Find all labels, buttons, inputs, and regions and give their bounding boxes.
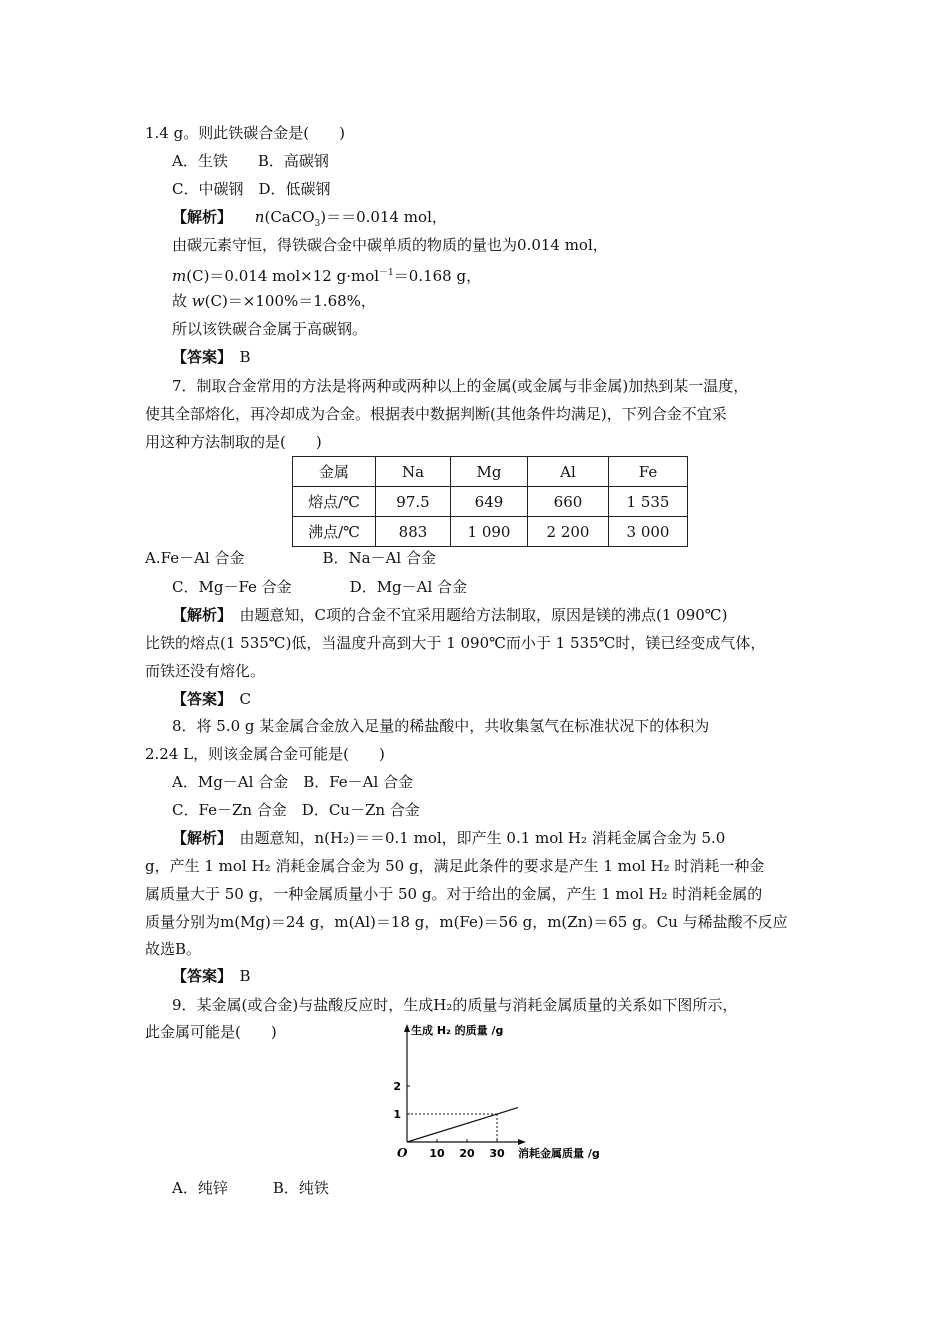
- analysis-line: g，产生 1 mol H₂ 消耗金属合金为 50 g，满足此条件的要求是产生 1 mol H₂ 时消耗一种金: [145, 857, 765, 875]
- hydrogen-mass-chart: [380, 1020, 610, 1166]
- answer-value: B: [224, 348, 251, 366]
- answer-line: [172, 347, 251, 367]
- question-7-line: 使其全部熔化，再冷却成为合金。根据表中数据判断(其他条件均满足)，下列合金不宜采: [145, 405, 727, 423]
- text-line: 所以该铁碳合金属于高碳钢。: [172, 320, 368, 338]
- table-cell: Al: [528, 457, 609, 487]
- option-line: A．生铁 B．高碳钢: [172, 152, 329, 170]
- formula-part: )＝＝0.014 mol，: [320, 208, 447, 226]
- x-tick-label: 10: [429, 1147, 445, 1160]
- option-line: A．Mg－Al 合金 B．Fe－Al 合金: [172, 773, 414, 791]
- analysis-line: 属质量大于 50 g，一种金属质量小于 50 g。对于给出的金属，产生 1 mol H₂ 时消耗金属的: [145, 885, 763, 903]
- text-line: [172, 291, 376, 311]
- analysis-line: 质量分别为m(Mg)＝24 g，m(Al)＝18 g，m(Fe)＝56 g，m(Zn)＝65 g。Cu 与稀盐酸不反应: [145, 913, 788, 931]
- option-line: [172, 577, 467, 597]
- option-a: A.Fe－Al 合金: [145, 549, 245, 567]
- table-cell: 2 200: [528, 517, 609, 547]
- var-n: n: [254, 208, 265, 226]
- metal-data-table: [292, 456, 688, 547]
- origin-label: O: [397, 1146, 408, 1160]
- x-axis-arrow: [518, 1139, 526, 1145]
- table-cell: 660: [528, 487, 609, 517]
- data-line: [407, 1108, 518, 1142]
- table-cell: Fe: [609, 457, 688, 487]
- option-line: [145, 548, 436, 568]
- formula-part: 故: [172, 292, 192, 310]
- table-cell: Na: [376, 457, 451, 487]
- answer-line: [172, 689, 251, 709]
- question-7-line: 用这种方法制取的是( ): [145, 433, 322, 451]
- answer-value: C: [224, 690, 251, 708]
- x-axis-label: 消耗金属质量 /g: [518, 1147, 600, 1160]
- table-row: [293, 517, 688, 547]
- option-c: C．Mg－Fe 合金: [172, 578, 292, 596]
- analysis-text: 由题意知，C项的合金不宜采用题给方法制取，原因是镁的沸点(1 090℃): [224, 606, 728, 624]
- text-line: [172, 263, 481, 286]
- analysis-tag: 【解析】: [172, 829, 225, 847]
- question-8-line: 2.24 L，则该金属合金可能是( ): [145, 745, 385, 763]
- table-cell: 金属: [293, 457, 376, 487]
- text-line: 由碳元素守恒，得铁碳合金中碳单质的物质的量也为0.014 mol，: [172, 236, 608, 254]
- answer-tag: 【答案】: [172, 348, 225, 366]
- table-cell: 649: [451, 487, 528, 517]
- table-cell: 1 090: [451, 517, 528, 547]
- var-m: m: [172, 267, 187, 285]
- analysis-tag: 【解析】: [172, 606, 225, 624]
- table-cell: 沸点/℃: [293, 517, 376, 547]
- answer-line: [172, 966, 251, 986]
- table-row: [293, 457, 688, 487]
- option-d: D．Mg－Al 合金: [349, 578, 468, 596]
- formula-part: ＝0.168 g，: [393, 267, 482, 285]
- option-line: A．纯锌 B．纯铁: [172, 1179, 329, 1197]
- table-row: [293, 487, 688, 517]
- analysis-line: [172, 207, 447, 234]
- question-7-line: 7．制取合金常用的方法是将两种或两种以上的金属(或金属与非金属)加热到某一温度，: [172, 377, 749, 395]
- analysis-line: 故选B。: [145, 940, 202, 958]
- formula-part: (C)＝×100%＝1.68%，: [204, 292, 376, 310]
- table-cell: Mg: [451, 457, 528, 487]
- y-tick-label: 1: [393, 1108, 401, 1121]
- y-axis-arrow: [404, 1024, 410, 1032]
- table-cell: 3 000: [609, 517, 688, 547]
- y-axis-label: 生成 H₂ 的质量 /g: [411, 1024, 504, 1037]
- superscript: －1: [379, 268, 394, 278]
- answer-tag: 【答案】: [172, 967, 225, 985]
- analysis-line: 比铁的熔点(1 535℃)低，当温度升高到大于 1 090℃而小于 1 535℃时，镁已经变成气体，: [145, 634, 766, 652]
- subscript: 3: [314, 219, 321, 229]
- answer-value: B: [224, 967, 251, 985]
- text-line: 1.4 g。则此铁碳合金是( ): [145, 124, 345, 142]
- analysis-line: [172, 605, 727, 625]
- option-b: B．Na－Al 合金: [322, 549, 436, 567]
- answer-tag: 【答案】: [172, 690, 225, 708]
- question-8-line: 8．将 5.0 g 某金属合金放入足量的稀盐酸中，共收集氢气在标准状况下的体积为: [172, 717, 710, 735]
- x-tick-label: 30: [489, 1147, 505, 1160]
- question-9-line: 此金属可能是( ): [145, 1023, 277, 1041]
- var-w: w: [191, 292, 205, 310]
- analysis-tag: 【解析】: [172, 208, 233, 226]
- table-cell: 熔点/℃: [293, 487, 376, 517]
- analysis-line: [172, 828, 725, 848]
- option-line: C．Fe－Zn 合金 D．Cu－Zn 合金: [172, 801, 420, 819]
- formula-part: (CaCO: [264, 208, 315, 226]
- y-tick-label: 2: [393, 1080, 401, 1093]
- table-cell: 97.5: [376, 487, 451, 517]
- x-tick-label: 20: [459, 1147, 475, 1160]
- table-cell: 883: [376, 517, 451, 547]
- table-cell: 1 535: [609, 487, 688, 517]
- question-9-line: 9．某金属(或合金)与盐酸反应时，生成H₂的质量与消耗金属质量的关系如下图所示，: [172, 996, 738, 1014]
- option-line: C．中碳钢 D．低碳钢: [172, 180, 331, 198]
- formula-part: (C)＝0.014 mol×12 g·mol: [186, 267, 380, 285]
- analysis-line: 而铁还没有熔化。: [145, 662, 266, 680]
- analysis-text: 由题意知，n(H₂)＝＝0.1 mol，即产生 0.1 mol H₂ 消耗金属合金为 5.0: [224, 829, 726, 847]
